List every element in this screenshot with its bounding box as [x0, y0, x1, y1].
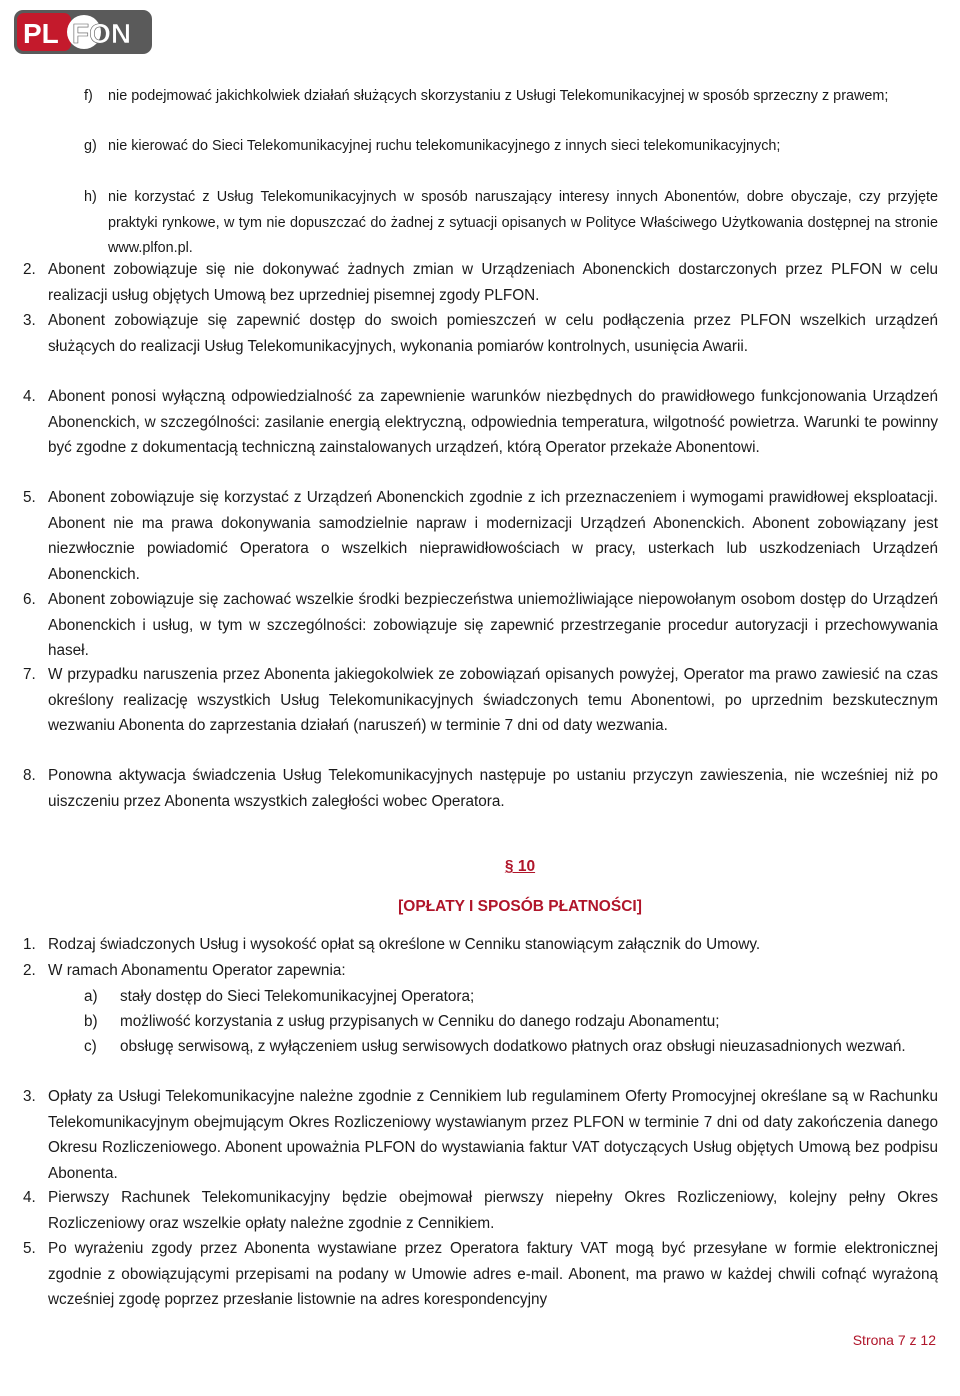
item-3-number: 3.: [23, 312, 36, 329]
s10-sub-b-text: możliwość korzystania z usług przypisanych w Cenniku do danego rodzaju Abonamentu;: [120, 1013, 720, 1030]
logo-text-right: FON: [72, 18, 132, 49]
item-4-number: 4.: [23, 388, 36, 405]
s10-sub-a-text: stały dostęp do Sieci Telekomunikacyjnej Operatora;: [120, 988, 475, 1005]
s10-sub-c-text: obsługę serwisową, z wyłączeniem usług serwisowych dodatkowo płatnych oraz obsługi nieuzasadnionych wezwań.: [120, 1038, 906, 1055]
section-subtitle: [OPŁATY I SPOSÓB PŁATNOŚCI]: [398, 898, 642, 915]
item-8-text: Ponowna aktywacja świadczenia Usług Telekomunikacyjnych następuje po ustaniu przyczyn zawieszenia, nie wcześniej niż po uiszczeniu przez Abonenta wszystkich zaległości wobec Operatora.: [48, 767, 938, 810]
item-g-label: g): [84, 138, 97, 154]
s10-item-2-number: 2.: [23, 962, 36, 979]
s10-sub-c-label: c): [84, 1038, 97, 1055]
item-h-label: h): [84, 189, 97, 205]
s10-item-2-text: W ramach Abonamentu Operator zapewnia:: [48, 962, 346, 979]
s10-item-3-text: Opłaty za Usługi Telekomunikacyjne należne zgodnie z Cennikiem lub regulaminem Oferty Promocyjnej określane są w Rachunku Telekomunikacyjnym obejmującym Okres Rozliczeniowy wystawianym przez PLFON w terminie 7 dni od daty zakończenia danego Okresu Rozliczeniowego. Abonent upoważnia PLFON do wystawiania faktur VAT dotyczących Usług objętych Umową bez podpisu Abonenta.: [48, 1088, 938, 1182]
item-2-text: Abonent zobowiązuje się nie dokonywać żadnych zmian w Urządzeniach Abonenckich dostarczonych przez PLFON w celu realizacji usług objętych Umową bez uprzedniej pisemnej zgody PLFON.: [48, 261, 938, 304]
item-5-number: 5.: [23, 489, 36, 506]
item-h-text: nie korzystać z Usług Telekomunikacyjnych w sposób naruszający interesy innych Abonentów, dobre obyczaje, czy przyjęte praktyki rynkowe, w tym nie dopuszczać do żadnej z sytuacji opisanych w Polityce Właściwego Użytkowania dostępnej na stronie www.plfon.pl.: [108, 189, 938, 256]
item-g-text: nie kierować do Sieci Telekomunikacyjnej ruchu telekomunikacyjnego z innych sieci telekomunikacyjnych;: [108, 138, 781, 154]
item-f-label: f): [84, 88, 93, 104]
page-number: Strona 7 z 12: [852, 1332, 936, 1348]
s10-item-5-text: Po wyrażeniu zgody przez Abonenta wystawiane przez Operatora faktury VAT mogą być przesyłane w formie elektronicznej zgodnie z obowiązującymi przepisami na podany w Umowie adres e-mail. Abonent, ma prawo w każdej chwili cofnąć wyrażoną wcześniej zgodę poprzez przesłanie listownie na adres korespondencyjny: [48, 1240, 938, 1308]
item-4-text: Abonent ponosi wyłączną odpowiedzialność za zapewnienie warunków niezbędnych do prawidłowego funkcjonowania Urządzeń Abonenckich, w szczególności: zasilanie energią elektryczną, odpowiednia temperatura, wilgotność powietrza. Warunki te powinny być zgodne z dokumentacją techniczną zainstalowanych urządzeń, którą Operator przekaże Abonentowi.: [48, 388, 938, 456]
s10-item-1-text: Rodzaj świadczonych Usług i wysokość opłat są określone w Cenniku stanowiącym załącznik do Umowy.: [48, 936, 761, 953]
s10-sub-a-label: a): [84, 988, 98, 1005]
s10-item-5-number: 5.: [23, 1240, 36, 1257]
s10-item-4-number: 4.: [23, 1189, 36, 1206]
item-6-number: 6.: [23, 591, 36, 608]
item-f-text: nie podejmować jakichkolwiek działań służących skorzystaniu z Usługi Telekomunikacyjnej w sposób sprzeczny z prawem;: [108, 88, 889, 104]
s10-item-1-number: 1.: [23, 936, 36, 953]
s10-item-4-text: Pierwszy Rachunek Telekomunikacyjny będzie obejmował pierwszy niepełny Okres Rozliczeniowy, kolejny pełny Okres Rozliczeniowy oraz wszelkie opłaty należne zgodnie z Cennikiem.: [48, 1189, 938, 1232]
item-6-text: Abonent zobowiązuje się zachować wszelkie środki bezpieczeństwa uniemożliwiające niepowołanym osobom dostęp do Urządzeń Abonenckich i usług, w tym w szczególności: zobowiązuje się zapewnić przestrzeganie procedur autoryzacji i przechowywania haseł.: [48, 591, 938, 659]
plfon-logo: [14, 10, 152, 54]
item-3-text: Abonent zobowiązuje się zapewnić dostęp do swoich pomieszczeń w celu podłączenia przez PLFON wszelkich urządzeń służących do realizacji Usług Telekomunikacyjnych, wykonania pomiarów kontrolnych, usunięcia Awarii.: [48, 312, 938, 355]
item-8-number: 8.: [23, 767, 36, 784]
s10-sub-b-label: b): [84, 1013, 98, 1030]
section-title: § 10: [504, 858, 536, 875]
item-5-text: Abonent zobowiązuje się korzystać z Urządzeń Abonenckich zgodnie z ich przeznaczeniem i wymogami prawidłowej eksploatacji. Abonent nie ma prawa dokonywania samodzielnie napraw i modernizacji Urządzeń Abonenckich. Abonent zobowiązany jest niezwłocznie powiadomić Operatora o wszelkich nieprawidłowościach w pracy, usterkach lub uszkodzeniach Urządzeń Abonenckich.: [48, 489, 938, 583]
item-7-number: 7.: [23, 666, 36, 683]
logo-text-left: PL: [23, 18, 59, 49]
item-2-number: 2.: [23, 261, 36, 278]
item-7-text: W przypadku naruszenia przez Abonenta jakiegokolwiek ze zobowiązań opisanych powyżej, Operator ma prawo zawiesić na czas określony realizację wszystkich Usług Telekomunikacyjnych świadczonych temu Abonentowi, po uprzednim bezskutecznym wezwaniu Abonenta do zaprzestania działań (naruszeń) w terminie 7 dni od daty wezwania.: [48, 666, 938, 734]
s10-item-3-number: 3.: [23, 1088, 36, 1105]
